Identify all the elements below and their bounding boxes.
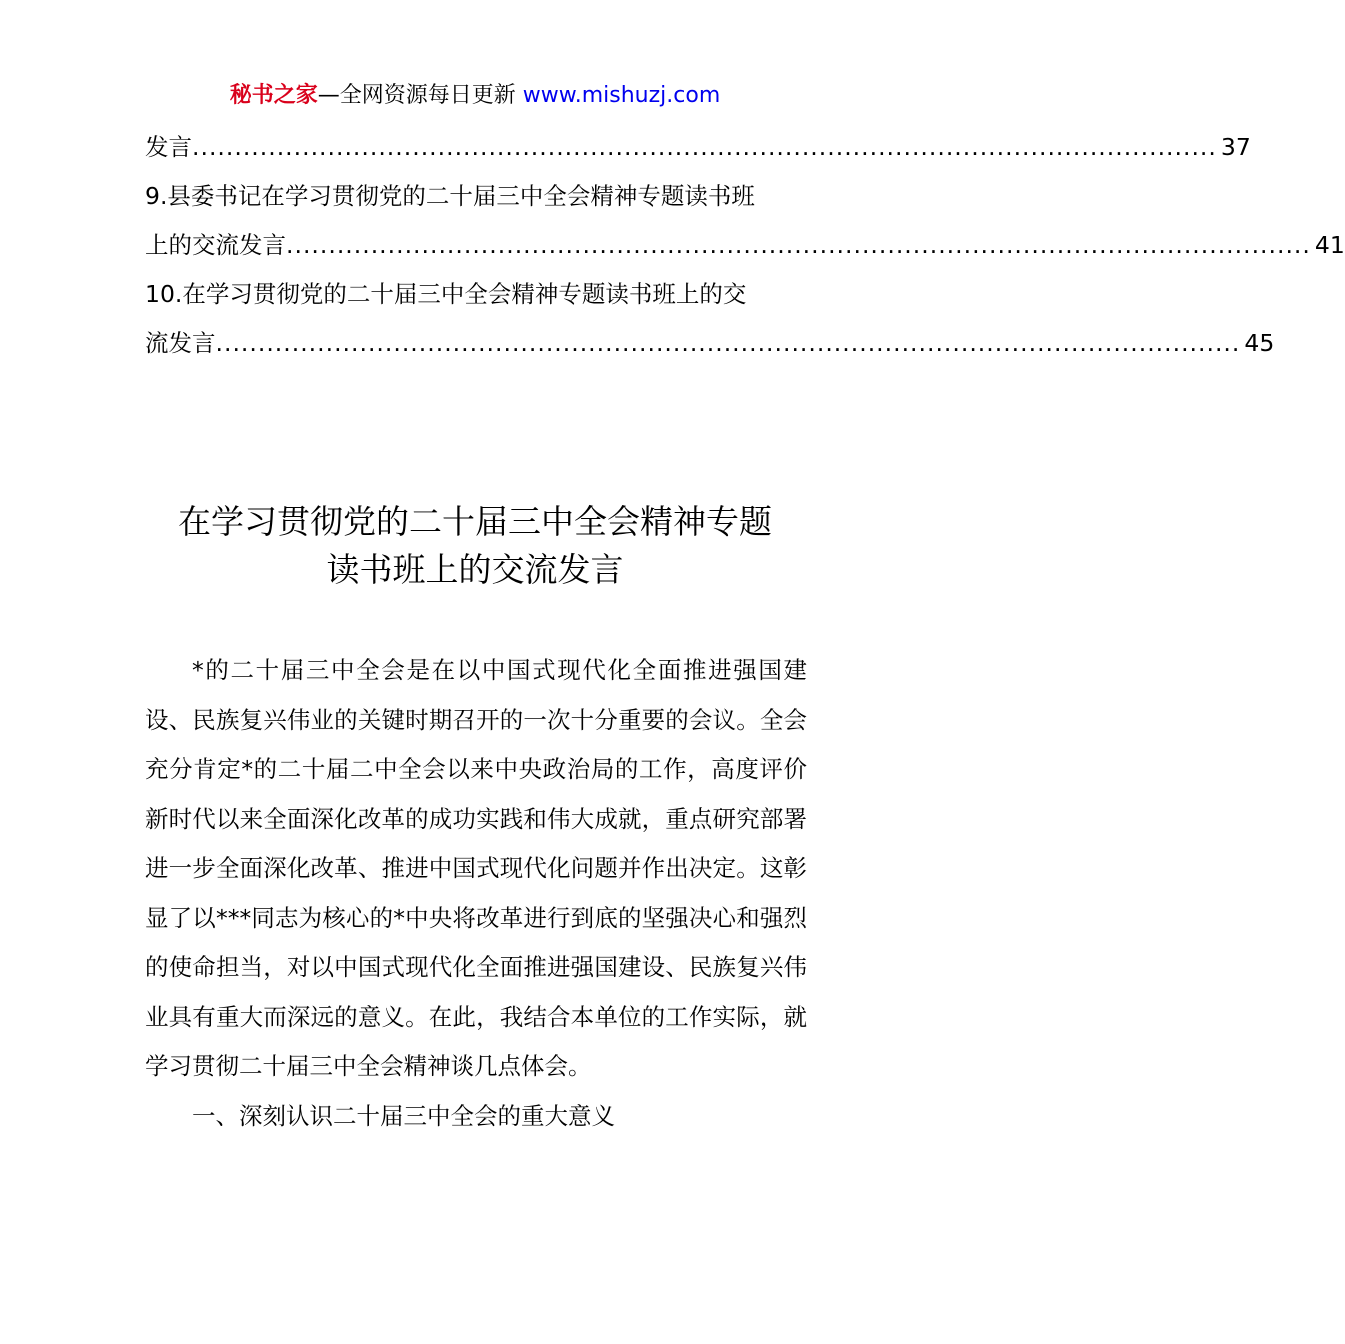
toc-leader-dots: ......................................................................................................................... <box>215 329 1241 357</box>
toc-page-number: 37 <box>1220 133 1251 161</box>
body-paragraph: *的二十届三中全会是在以中国式现代化全面推进强国建设、民族复兴伟业的关键时期召开的一次十分重要的会议。全会充分肯定*的二十届二中全会以来中央政治局的工作，高度评价新时代以来全面深化改革的成功实践和伟大成就，重点研究部署进一步全面深化改革、推进中国式现代化问题并作出决定。这彰显了以***同志为核心的*中央将改革进行到底的坚强决心和强烈的使命担当，对以中国式现代化全面推进强国建设、民族复兴伟业具有重大而深远的意义。在此，我结合本单位的工作实际，就学习贯彻二十届三中全会精神谈几点体会。 <box>145 656 807 1080</box>
site-url-link[interactable]: www.mishuzj.com <box>522 83 721 108</box>
brand-name: 秘书之家 <box>229 83 318 108</box>
toc-entry[interactable] <box>145 176 805 216</box>
section-heading: 一、深刻认识二十届三中全会的重大意义 <box>192 1101 615 1130</box>
document-body <box>145 646 807 1141</box>
document-title <box>0 498 950 594</box>
toc-page-number: 41 <box>1314 231 1345 259</box>
toc-entry-text: 9.县委书记在学习贯彻党的二十届三中全会精神专题读书班 <box>145 182 755 210</box>
toc-entry[interactable] <box>145 225 1345 265</box>
toc-entry-text: 上的交流发言 <box>145 231 286 259</box>
header-tagline: —全网资源每日更新 <box>317 83 523 108</box>
toc-entry-text: 流发言 <box>145 329 216 357</box>
toc-leader-dots: ......................................................................................................................... <box>192 133 1217 161</box>
table-of-contents <box>145 127 1345 372</box>
toc-leader-dots: ......................................................................................................................... <box>286 231 1311 259</box>
toc-entry[interactable] <box>145 127 1251 167</box>
toc-entry-text: 发言 <box>145 133 192 161</box>
document-title-line-1: 在学习贯彻党的二十届三中全会精神专题 <box>178 502 772 541</box>
page-header <box>0 80 950 112</box>
toc-entry[interactable] <box>145 274 805 314</box>
document-title-line-2: 读书班上的交流发言 <box>326 550 624 589</box>
toc-entry[interactable] <box>145 323 1275 363</box>
toc-entry-text: 10.在学习贯彻党的二十届三中全会精神专题读书班上的交 <box>145 280 747 308</box>
toc-page-number: 45 <box>1244 329 1275 357</box>
